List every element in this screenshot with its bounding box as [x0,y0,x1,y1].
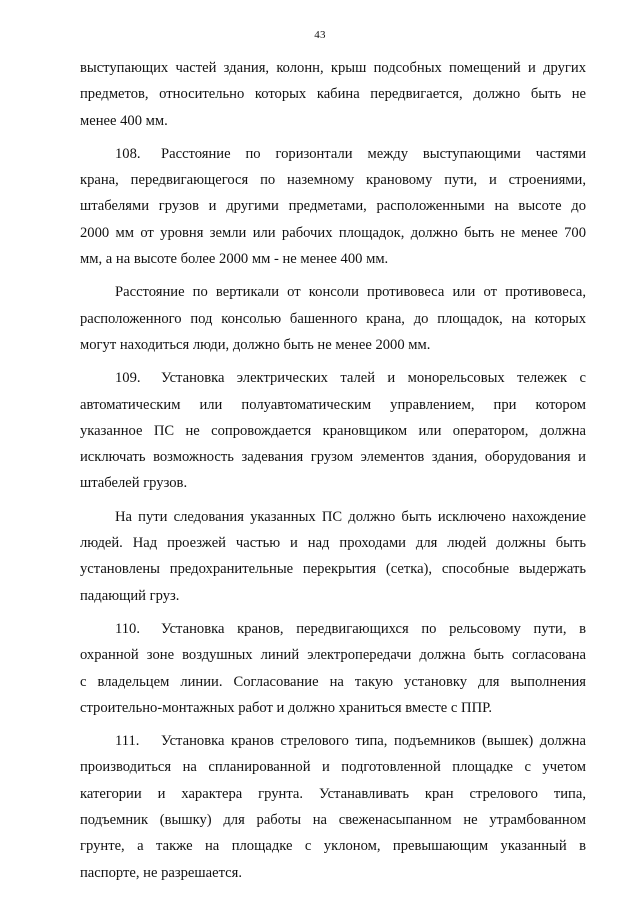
line-text: установлены предохранительные перекрытия (сетка), способные выдержать [80,561,586,578]
paragraph-p-108-b [80,279,586,358]
text-line [80,781,586,807]
text-line [80,108,586,134]
line-text: крана, передвигающегося по наземному крановому пути, и строениями, [80,172,586,189]
text-line [80,418,586,444]
text-line [80,392,586,418]
line-text: с владельцем линии. Согласование на такую установку для выполнения [80,673,586,690]
text-line [80,807,586,833]
line-text: штабелями грузов и другими предметами, расположенными на высоте до [80,198,586,215]
text-line [80,616,586,642]
line-text: Расстояние по вертикали от консоли противовеса или от противовеса, [115,284,586,301]
text-line [80,444,586,470]
line-text: исключать возможность задевания грузом элементов здания, оборудования и [80,449,586,466]
text-line [80,669,586,695]
text-line [80,754,586,780]
paragraph-p-111 [80,728,586,886]
paragraph-p-108 [80,141,586,272]
text-line [80,279,586,305]
line-text: грунте, а также на площадке с уклоном, превышающим указанный в [80,838,586,855]
text-line [80,642,586,668]
line-text: 2000 мм от уровня земли или рабочих площадок, должно быть не менее 700 [80,224,586,241]
line-text: штабелей грузов. [80,475,188,492]
paragraph-p-109-b [80,504,586,609]
text-line [80,167,586,193]
line-text: могут находиться люди, должно быть не менее 2000 мм. [80,336,431,353]
line-text: подъемник (вышку) для работы на свеженасыпанном не утрамбованном [80,812,586,829]
line-text: мм, а на высоте более 2000 мм - не менее 400 мм. [80,251,389,268]
paragraph-p-109 [80,365,586,496]
clause-number: 111. [115,733,140,750]
page-number: 43 [314,29,326,41]
line-text: производиться на спланированной и подготовленной площадке с учетом [80,759,586,776]
clause-number: 109. [115,370,141,387]
line-text: паспорте, не разрешается. [80,864,242,881]
text-line [80,695,586,721]
text-line [80,860,586,886]
text-line [80,833,586,859]
line-text: Установка электрических талей и монорельсовых тележек с [161,370,586,387]
text-line [80,246,586,272]
paragraph-p-110 [80,616,586,721]
line-text: категории и характера грунта. Устанавливать кран стрелового типа, [80,785,586,802]
clause-number: 110. [115,620,140,637]
text-line [80,141,586,167]
text-line [80,365,586,391]
clause-number: 108. [115,145,141,162]
text-line [80,504,586,530]
text-line [80,583,586,609]
text-line [80,193,586,219]
line-text: предметов, относительно которых кабина передвигается, должно быть не [80,86,586,103]
line-text: расположенного под консолью башенного крана, до площадок, на которых [80,310,586,327]
text-line [80,556,586,582]
text-line [80,728,586,754]
text-line [80,55,586,81]
text-line [80,470,586,496]
line-text: строительно-монтажных работ и должно храниться вместе с ППР. [80,699,493,716]
document-body [80,55,586,893]
text-line [80,332,586,358]
line-text: людей. Над проезжей частью и над проходами для людей должны быть [80,535,586,552]
line-text: Установка кранов, передвигающихся по рельсовому пути, в [161,620,586,637]
line-text: менее 400 мм. [80,112,168,129]
line-text: охранной зоне воздушных линий электропередачи должна быть согласована [80,647,586,664]
paragraph-p-continued [80,55,586,134]
text-line [80,220,586,246]
text-line [80,81,586,107]
line-text: автоматическим или полуавтоматическим управлением, при котором [80,396,586,413]
line-text: На пути следования указанных ПС должно быть исключено нахождение [115,508,586,525]
line-text: Расстояние по горизонтали между выступающими частями [161,145,586,162]
line-text: указанное ПС не сопровождается крановщиком или оператором, должна [80,422,586,439]
text-line [80,530,586,556]
line-text: падающий груз. [80,587,180,604]
text-line [80,306,586,332]
line-text: Установка кранов стрелового типа, подъемников (вышек) должна [161,733,586,750]
line-text: выступающих частей здания, колонн, крыш подсобных помещений и других [80,60,586,76]
